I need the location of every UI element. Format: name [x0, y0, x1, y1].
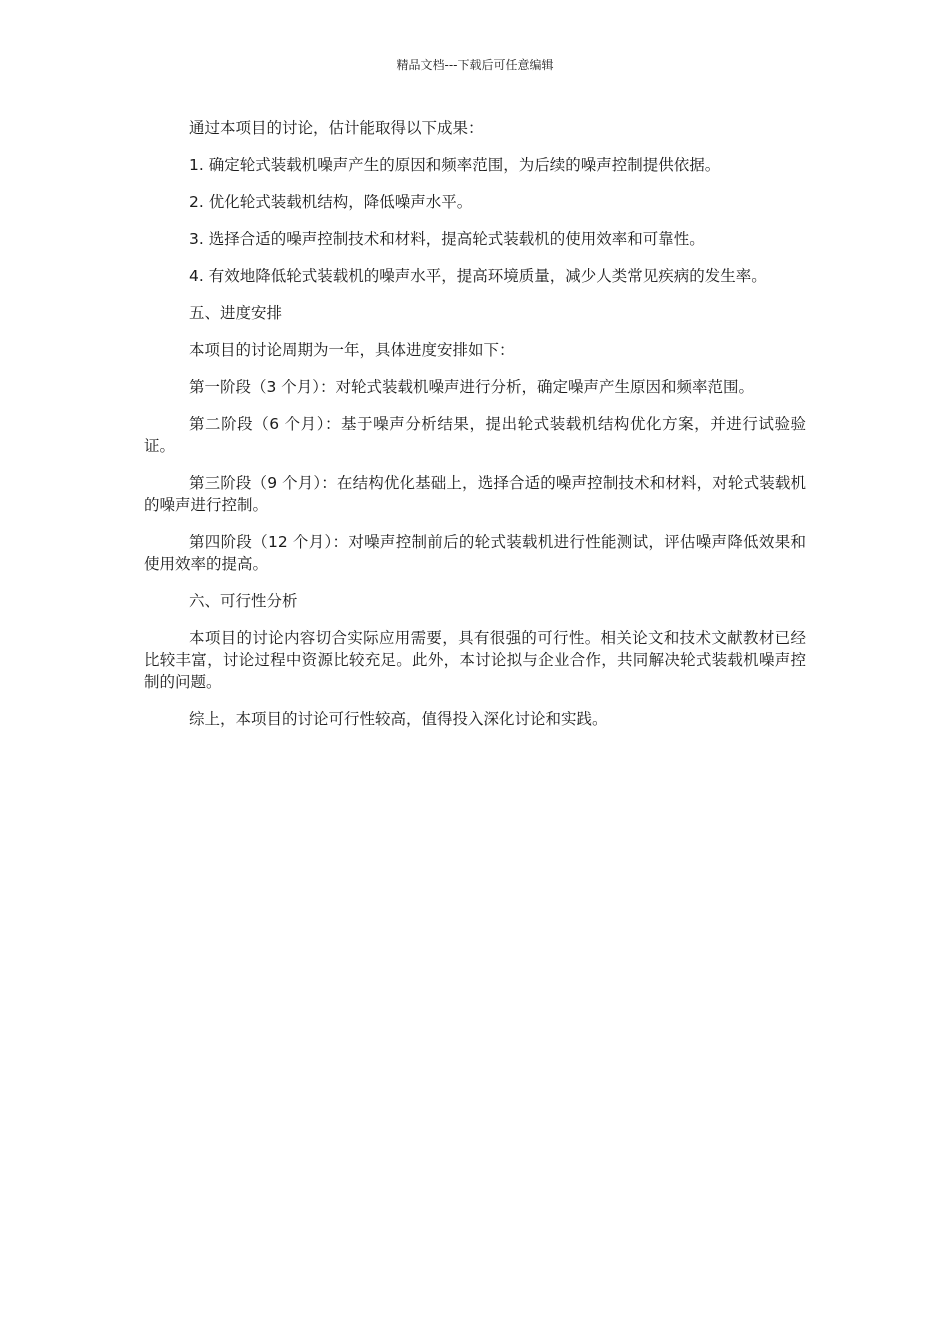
- section-heading-feasibility: 六、可行性分析: [189, 592, 298, 610]
- paragraph-result-3: 3. 选择合适的噪声控制技术和材料，提高轮式装载机的使用效率和可靠性。: [189, 230, 705, 248]
- paragraph-result-4: 4. 有效地降低轮式装载机的噪声水平，提高环境质量，减少人类常见疾病的发生率。: [189, 267, 767, 285]
- paragraph-phase-3: 第三阶段（9 个月）：在结构优化基础上，选择合适的噪声控制技术和材料，对轮式装载机的噪声进行控制。: [144, 474, 806, 514]
- paragraph-result-2: 2. 优化轮式装载机结构，降低噪声水平。: [189, 193, 473, 211]
- paragraph-schedule-intro: 本项目的讨论周期为一年，具体进度安排如下：: [189, 341, 515, 359]
- paragraph-conclusion: 综上，本项目的讨论可行性较高，值得投入深化讨论和实践。: [189, 710, 608, 728]
- paragraph-intro: 通过本项目的讨论，估计能取得以下成果：: [189, 119, 484, 137]
- paragraph-phase-4: 第四阶段（12 个月）：对噪声控制前后的轮式装载机进行性能测试，评估噪声降低效果和使用效率的提高。: [144, 533, 806, 573]
- paragraph-feasibility: 本项目的讨论内容切合实际应用需要，具有很强的可行性。相关论文和技术文献教材已经比较丰富，讨论过程中资源比较充足。此外，本讨论拟与企业合作，共同解决轮式装载机噪声控制的问题。: [144, 629, 806, 691]
- section-heading-schedule: 五、进度安排: [189, 304, 283, 322]
- paragraph-phase-2: 第二阶段（6 个月）：基于噪声分析结果，提出轮式装载机结构优化方案，并进行试验验证。: [144, 415, 806, 455]
- paragraph-phase-1: 第一阶段（3 个月）：对轮式装载机噪声进行分析，确定噪声产生原因和频率范围。: [189, 378, 755, 396]
- document-body: [144, 117, 806, 745]
- paragraph-result-1: 1. 确定轮式装载机噪声产生的原因和频率范围，为后续的噪声控制提供依据。: [189, 156, 721, 174]
- page-header: 精品文档---下载后可任意编辑: [396, 58, 554, 72]
